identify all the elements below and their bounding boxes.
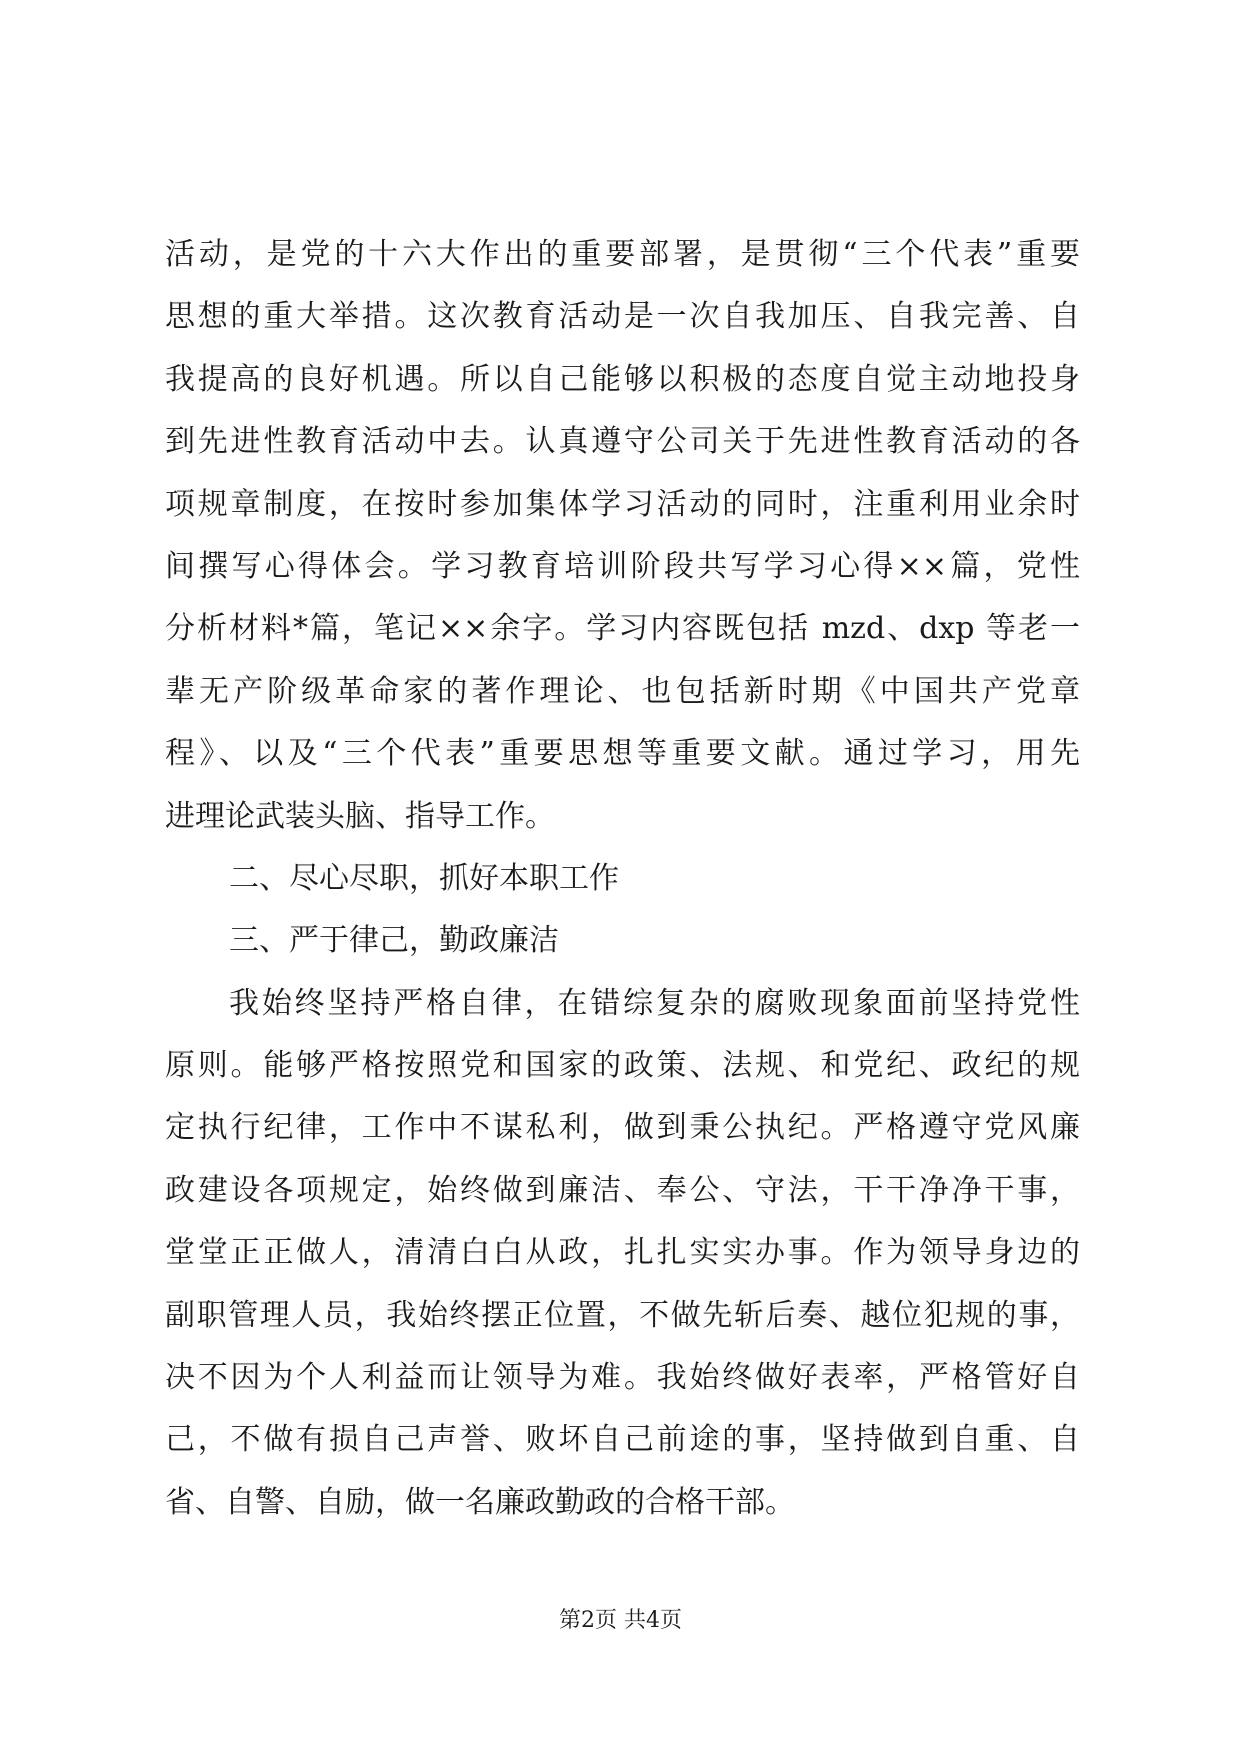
- paragraph-1-line: 到先进性教育活动中去。认真遵守公司关于先进性教育活动的各: [165, 424, 1080, 460]
- paragraph-1: [165, 224, 1080, 848]
- paragraph-1-line: 间撰写心得体会。学习教育培训阶段共写学习心得××篇，党性: [165, 548, 1080, 584]
- paragraph-1-line: 思想的重大举措。这次教育活动是一次自我加压、自我完善、自: [165, 299, 1080, 335]
- paragraph-1-line: 进理论武装头脑、指导工作。: [165, 798, 555, 834]
- paragraph-1-line: 程》、以及“三个代表”重要思想等重要文献。通过学习，用先: [165, 736, 1080, 772]
- section-heading-2: 二、尽心尽职，抓好本职工作: [229, 860, 619, 896]
- paragraph-2-line: 定执行纪律，工作中不谋私利，做到秉公执纪。严格遵守党风廉: [165, 1110, 1080, 1146]
- paragraph-2-line: 政建设各项规定，始终做到廉洁、奉公、守法，干干净净干事，: [165, 1172, 1080, 1208]
- paragraph-2: [165, 973, 1080, 1535]
- page-number-footer: 第2页 共4页: [559, 1608, 682, 1633]
- paragraph-2-line: 己，不做有损自己声誉、败坏自己前途的事，坚持做到自重、自: [165, 1422, 1080, 1458]
- paragraph-1-line: 分析材料*篇，笔记××余字。学习内容既包括 mzd、dxp 等老一: [165, 611, 1080, 647]
- paragraph-2-line: 堂堂正正做人，清清白白从政，扎扎实实办事。作为领导身边的: [165, 1235, 1080, 1271]
- section-heading-3: 三、严于律己，勤政廉洁: [229, 923, 559, 959]
- paragraph-1-line: 活动，是党的十六大作出的重要部署，是贯彻“三个代表”重要: [165, 237, 1080, 272]
- paragraph-1-line: 项规章制度，在按时参加集体学习活动的同时，注重利用业余时: [165, 486, 1080, 522]
- document-body: [165, 224, 1080, 1534]
- paragraph-2-line: 决不因为个人利益而让领导为难。我始终做好表率，严格管好自: [165, 1360, 1080, 1396]
- paragraph-2-line: 省、自警、自励，做一名廉政勤政的合格干部。: [165, 1484, 795, 1520]
- paragraph-2-line: 副职管理人员，我始终摆正位置，不做先斩后奏、越位犯规的事，: [165, 1297, 1080, 1333]
- paragraph-2-line: 我始终坚持严格自律，在错综复杂的腐败现象面前坚持党性: [229, 985, 1080, 1021]
- paragraph-1-line: 辈无产阶级革命家的著作理论、也包括新时期《中国共产党章: [165, 673, 1080, 709]
- paragraph-1-line: 我提高的良好机遇。所以自己能够以积极的态度自觉主动地投身: [165, 361, 1080, 397]
- paragraph-2-line: 原则。能够严格按照党和国家的政策、法规、和党纪、政纪的规: [165, 1048, 1080, 1084]
